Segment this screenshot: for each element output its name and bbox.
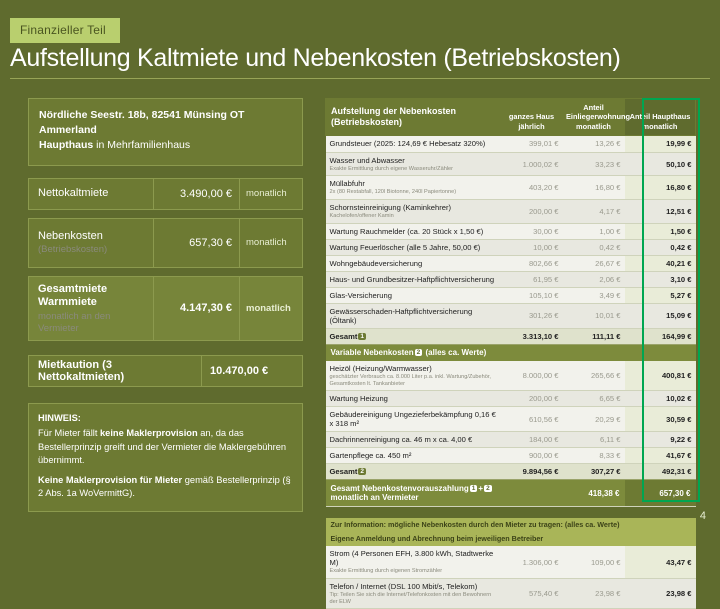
row-main-monthly: 41,67 € [625, 448, 696, 464]
table-row [326, 448, 696, 464]
total-row-variable [326, 464, 696, 480]
table-row [326, 200, 696, 224]
row-title: Wartung Feuerlöscher (alle 5 Jahre, 50,00 €) [329, 242, 481, 252]
col-header-annex-monthly: Anteil Einliegerwohnung monatlich [563, 99, 625, 136]
grand-badge-1: 1 [471, 485, 476, 493]
row-title: Gartenpflege ca. 450 m² [329, 451, 412, 461]
grand-total-row [326, 480, 696, 507]
row-house-yearly: 184,00 € [501, 432, 563, 448]
row-name [326, 303, 501, 328]
table-row [326, 360, 696, 390]
row-annex-monthly: 26,67 € [563, 255, 625, 271]
notice-box [28, 403, 303, 512]
grand-plus: + [478, 484, 484, 494]
row-house-yearly: 399,01 € [501, 135, 563, 152]
rent-row-netto-amount: 3.490,00 € [153, 179, 239, 209]
total-label-text: Gesamt [329, 331, 358, 341]
rent-row-warmmiete-sub: monatlich an den Vermieter [38, 311, 111, 334]
rent-rows [28, 178, 303, 341]
cost-table-container [325, 98, 695, 609]
address-line-2 [39, 138, 292, 153]
notice-paragraph-2 [38, 474, 293, 501]
row-name [326, 271, 501, 287]
row-title: Grundsteuer (2025: 124,69 € Hebesatz 320%) [329, 138, 486, 148]
row-name [326, 200, 501, 224]
row-main-monthly: 3,10 € [625, 271, 696, 287]
row-main-monthly: 30,59 € [625, 407, 696, 432]
row-house-yearly: 10,00 € [501, 239, 563, 255]
section-subheader-info [326, 532, 696, 546]
row-title: Schornsteinreinigung (Kaminkehrer) [329, 203, 452, 213]
section-suffix: (alles ca. Werte) [423, 347, 487, 357]
col-header-house-yearly: ganzes Haus jährlich [501, 99, 563, 136]
notice-p1-post: an, da das Bestellerprinzip greift und der Vermieter die Maklergebühren übernimmt. [38, 428, 287, 466]
row-house-yearly: 105,10 € [501, 287, 563, 303]
total-annex-monthly: 111,11 € [563, 328, 625, 344]
table-row [326, 303, 696, 328]
row-annex-monthly: 109,00 € [563, 546, 625, 579]
rent-row-nebenkosten-amount: 657,30 € [153, 219, 239, 267]
total-label [326, 464, 501, 480]
row-annex-monthly: 4,17 € [563, 200, 625, 224]
row-name [326, 239, 501, 255]
row-subtitle: Exakte Ermittlung durch eigenen Stromzähler [329, 568, 443, 575]
row-title: Gewässerschaden-Haftpflichtversicherung (Öltank) [329, 306, 473, 325]
row-annex-monthly: 2,06 € [563, 271, 625, 287]
row-name [326, 360, 501, 390]
grand-annex-monthly: 418,38 € [563, 480, 625, 507]
table-header-row [326, 99, 696, 136]
address-building-type: Haupthaus [39, 139, 94, 152]
section-header-variable [326, 344, 696, 360]
notice-paragraph-1 [38, 427, 293, 467]
row-annex-monthly: 1,00 € [563, 223, 625, 239]
table-row [326, 432, 696, 448]
table-row [326, 578, 696, 608]
address-building-suffix: in Mehrfamilienhaus [93, 139, 191, 152]
row-name [326, 391, 501, 407]
row-title: Wartung Rauchmelder (ca. 20 Stück x 1,50 €) [329, 226, 484, 236]
row-name [326, 287, 501, 303]
table-row [326, 176, 696, 200]
row-house-yearly: 403,20 € [501, 176, 563, 200]
row-main-monthly: 400,81 € [625, 360, 696, 390]
section-header-variable-cell [326, 344, 696, 360]
rent-row-warmmiete-title: Gesamtmiete Warmmiete [38, 282, 108, 309]
row-title: Glas-Versicherung [329, 290, 392, 300]
row-annex-monthly: 13,26 € [563, 135, 625, 152]
row-annex-monthly: 10,01 € [563, 303, 625, 328]
row-main-monthly: 9,22 € [625, 432, 696, 448]
row-title: Heizöl (Heizung/Warmwasser) [329, 363, 432, 373]
total-main-monthly: 164,99 € [625, 328, 696, 344]
row-main-monthly: 0,42 € [625, 239, 696, 255]
row-main-monthly: 12,51 € [625, 200, 696, 224]
row-main-monthly: 50,10 € [625, 152, 696, 176]
row-name [326, 135, 501, 152]
section-badge: 2 [416, 348, 421, 356]
row-title: Wasser und Abwasser [329, 155, 405, 165]
rent-row-warmmiete-label [29, 277, 153, 340]
title-divider [10, 78, 710, 79]
row-main-monthly: 40,21 € [625, 255, 696, 271]
table-row [326, 287, 696, 303]
row-house-yearly: 1.000,02 € [501, 152, 563, 176]
row-title: Wohngebäudeversicherung [329, 258, 423, 268]
left-column [28, 98, 303, 512]
section-title: Variable Nebenkosten [330, 347, 414, 357]
row-main-monthly: 5,27 € [625, 287, 696, 303]
row-title: Gebäudereinigung Ungezieferbekämpfung 0,16 € x 318 m² [329, 410, 496, 429]
total-label-text: Gesamt [329, 467, 358, 477]
row-house-yearly: 575,40 € [501, 578, 563, 608]
row-name [326, 223, 501, 239]
rent-row-warmmiete-amount: 4.147,30 € [153, 277, 239, 340]
grand-house-yearly [501, 480, 563, 507]
row-house-yearly: 301,26 € [501, 303, 563, 328]
row-title: Müllabfuhr [329, 179, 365, 189]
notice-p1-pre: Für Mieter fällt [38, 428, 100, 439]
rent-row-warmmiete [28, 276, 303, 341]
grand-total-label-text: Gesamt Nebenkostenvorauszahlung [330, 484, 469, 494]
table-body [326, 135, 696, 609]
total-badge: 2 [360, 468, 364, 476]
row-house-yearly: 200,00 € [501, 391, 563, 407]
row-title: Strom (4 Personen EFH, 3.800 kWh, Stadtwerke M) [329, 549, 494, 568]
row-house-yearly: 200,00 € [501, 200, 563, 224]
notice-p2-post: gemäß Bestellerprinzip (§ 2 Abs. 1a WoVermittG). [38, 474, 291, 499]
table-row [326, 135, 696, 152]
table-row [326, 271, 696, 287]
page-number: 4 [699, 510, 706, 522]
address-box [28, 98, 303, 166]
deposit-label: Mietkaution (3 Nettokaltmieten) [38, 358, 125, 383]
table-row [326, 239, 696, 255]
row-main-monthly: 15,09 € [625, 303, 696, 328]
table-row [326, 223, 696, 239]
grand-total-label-suffix: monatlich an Vermieter [330, 493, 419, 503]
total-house-yearly: 3.313,10 € [501, 328, 563, 344]
row-house-yearly: 30,00 € [501, 223, 563, 239]
row-house-yearly: 8.000,00 € [501, 360, 563, 390]
col-header-name: Aufstellung der Nebenkosten (Betriebskosten) [326, 99, 501, 136]
rent-row-nebenkosten-sub: (Betriebskosten) [38, 244, 108, 256]
row-name [326, 448, 501, 464]
rent-row-netto-label: Nettokaltmiete [38, 186, 109, 199]
row-title: Telefon / Internet (DSL 100 Mbit/s, Telekom) [329, 581, 478, 591]
row-title: Dachrinnenreinigung ca. 46 m x ca. 4,00 € [329, 435, 473, 445]
total-house-yearly: 9.894,56 € [501, 464, 563, 480]
table-spacer [326, 507, 696, 519]
table-row [326, 152, 696, 176]
address-line-1: Nördliche Seestr. 18b, 82541 Münsing OT Ammerland [39, 109, 245, 137]
row-subtitle: Tip: Teilen Sie sich die Internet/Telefonkosten mit den Bewohnern der ELW [329, 591, 492, 605]
rent-row-warmmiete-period: monatlich [239, 277, 302, 340]
row-main-monthly: 16,80 € [625, 176, 696, 200]
row-annex-monthly: 6,65 € [563, 391, 625, 407]
row-annex-monthly: 23,98 € [563, 578, 625, 608]
deposit-row [28, 355, 303, 387]
notice-p2-bold: Keine Maklerprovision für Mieter [38, 474, 183, 485]
row-annex-monthly: 33,23 € [563, 152, 625, 176]
table-row [326, 391, 696, 407]
total-badge: 1 [360, 332, 364, 340]
cost-table [325, 98, 696, 609]
total-main-monthly: 492,31 € [625, 464, 696, 480]
row-name [326, 546, 501, 579]
rent-row-nebenkosten-label [29, 219, 153, 267]
row-subtitle: Exakte Ermittlung durch eigene Wasseruhr/Zähler [329, 165, 454, 172]
rent-row-nebenkosten-period: monatlich [239, 219, 302, 267]
total-label [326, 328, 501, 344]
row-name [326, 152, 501, 176]
row-main-monthly: 23,98 € [625, 578, 696, 608]
row-title: Wartung Heizung [329, 394, 388, 404]
row-subtitle: 2x (80 Restabfall, 120l Biotonne, 240l Papiertonne) [329, 189, 457, 196]
table-row [326, 255, 696, 271]
section-tab: Finanzieller Teil [10, 18, 120, 43]
table-row [326, 546, 696, 579]
row-name [326, 578, 501, 608]
rent-row-nebenkosten-title: Nebenkosten [38, 229, 103, 242]
row-house-yearly: 610,56 € [501, 407, 563, 432]
col-header-main-monthly: Anteil Haupthaus monatlich [625, 99, 696, 136]
row-annex-monthly: 0,42 € [563, 239, 625, 255]
total-row-fixed [326, 328, 696, 344]
grand-main-monthly: 657,30 € [625, 480, 696, 507]
row-name [326, 176, 501, 200]
row-house-yearly: 1.306,00 € [501, 546, 563, 579]
rent-row-netto-period: monatlich [239, 179, 302, 209]
total-annex-monthly: 307,27 € [563, 464, 625, 480]
rent-row-netto [28, 178, 303, 210]
section-subheader-info-cell: Eigene Anmeldung und Abrechnung beim jeweiligen Betreiber [326, 532, 696, 546]
row-house-yearly: 900,00 € [501, 448, 563, 464]
notice-p1-bold: keine Maklerprovision [100, 428, 198, 439]
row-subtitle: Kachelofen/offener Kamin [329, 213, 394, 220]
deposit-amount: 10.470,00 € [201, 356, 302, 386]
row-annex-monthly: 8,33 € [563, 448, 625, 464]
row-house-yearly: 61,95 € [501, 271, 563, 287]
row-annex-monthly: 3,49 € [563, 287, 625, 303]
row-annex-monthly: 6,11 € [563, 432, 625, 448]
row-main-monthly: 1,50 € [625, 223, 696, 239]
row-main-monthly: 10,02 € [625, 391, 696, 407]
row-main-monthly: 19,99 € [625, 135, 696, 152]
section-header-info-cell: Zur Information: mögliche Nebenkosten durch den Mieter zu tragen: (alles ca. Werte) [326, 518, 696, 532]
notice-title: HINWEIS: [38, 412, 81, 423]
row-name [326, 432, 501, 448]
grand-total-label [326, 480, 501, 507]
row-annex-monthly: 20,29 € [563, 407, 625, 432]
row-annex-monthly: 16,80 € [563, 176, 625, 200]
grand-badge-2: 2 [486, 485, 490, 493]
rent-row-nebenkosten [28, 218, 303, 268]
row-main-monthly: 43,47 € [625, 546, 696, 579]
row-annex-monthly: 265,66 € [563, 360, 625, 390]
table-row [326, 407, 696, 432]
row-title: Haus- und Grundbesitzer-Haftpflichtversicherung [329, 274, 495, 284]
row-name [326, 255, 501, 271]
row-subtitle: geschätzter Verbrauch ca. 8.000 Liter p.a. inkl. Wartung/Zubehör, Gesamtkosten lt. Tankanbieter [329, 373, 491, 387]
row-house-yearly: 802,66 € [501, 255, 563, 271]
page-title: Aufstellung Kaltmiete und Nebenkosten (Betriebskosten) [10, 44, 621, 72]
row-name [326, 407, 501, 432]
